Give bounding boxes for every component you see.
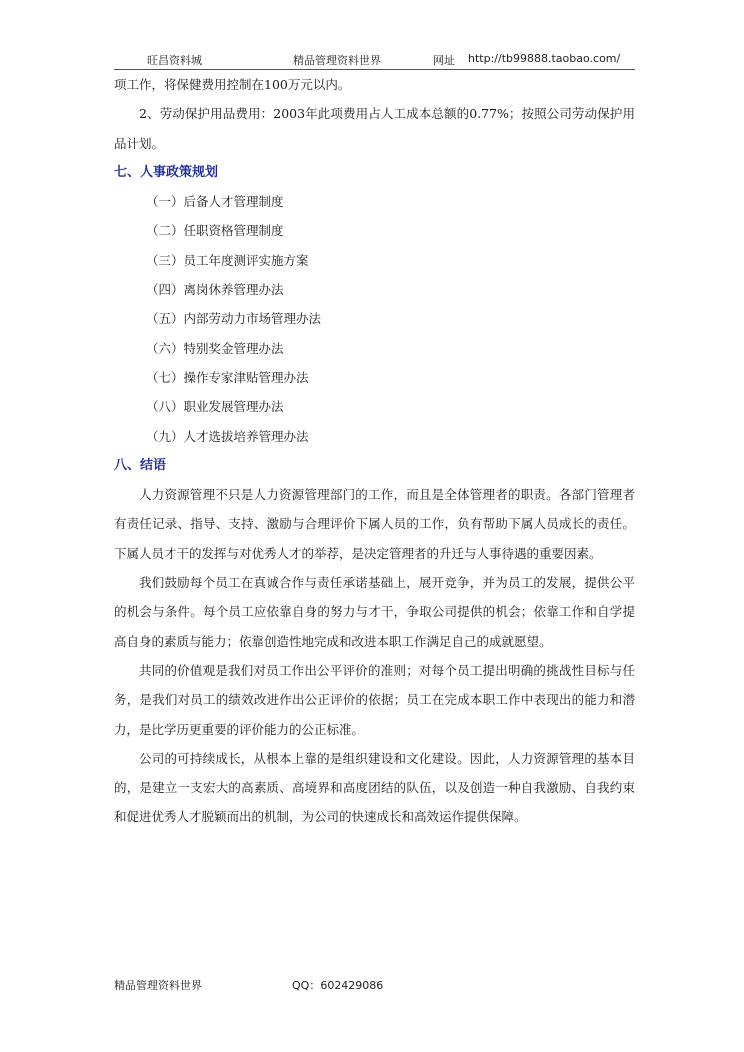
footer-qq: QQ：602429086 xyxy=(292,979,384,992)
policy-item: （九）人才选拔培养管理办法 xyxy=(146,428,309,444)
policy-item: （二）任职资格管理制度 xyxy=(146,223,284,239)
policy-item: （六）特别奖金管理办法 xyxy=(146,340,284,356)
policy-item: （三）员工年度测评实施方案 xyxy=(146,252,309,268)
header-shop-name: 旺昌资料城 xyxy=(147,54,202,67)
policy-item: （一）后备人才管理制度 xyxy=(146,194,284,210)
labor-protection-paragraph: 2、劳动保护用品费用：2003年此项费用占人工成本总额的0.77%；按照公司劳动保护用品计划。 xyxy=(114,106,635,151)
section-8-heading: 八、结语 xyxy=(114,457,167,473)
conclusion-paragraph: 公司的可持续成长，从根本上靠的是组织建设和文化建设。因此，人力资源管理的基本目的，是建立一支宏大的高素质、高境界和高度团结的队伍，以及创造一种自我激励、自我约束和促进优秀人才脱颖而出的机制，为公司的快速成长和高效运作提供保障。 xyxy=(114,750,635,825)
policy-item: （八）职业发展管理办法 xyxy=(146,399,284,415)
policy-item: （七）操作专家津贴管理办法 xyxy=(146,369,309,385)
section-7-heading: 七、人事政策规划 xyxy=(114,164,219,180)
document-body xyxy=(114,70,635,832)
policy-item: （四）离岗休养管理办法 xyxy=(146,282,284,298)
page-header xyxy=(114,52,635,68)
page-footer xyxy=(114,977,635,993)
footer-site-name: 精品管理资料世界 xyxy=(114,979,202,992)
header-url-label: 网址 xyxy=(433,54,455,67)
header-site-name: 精品管理资料世界 xyxy=(293,54,381,67)
conclusion-paragraph: 我们鼓励每个员工在真诚合作与责任承诺基础上，展开竞争，并为员工的发展，提供公平的机会与条件。每个员工应依靠自身的努力与才干，争取公司提供的机会；依靠工作和自学提高自身的素质与能力；依靠创造性地完成和改进本职工作满足自己的成就愿望。 xyxy=(114,575,635,649)
policy-list xyxy=(114,187,635,451)
continuation-paragraph: 项工作，将保健费用控制在100万元以内。 xyxy=(114,77,351,92)
policy-item: （五）内部劳动力市场管理办法 xyxy=(146,311,322,327)
header-url-link[interactable]: http://tb99888.taobao.com/ xyxy=(468,52,621,65)
conclusion-paragraph: 共同的价值观是我们对员工作出公平评价的准则；对每个员工提出明确的挑战性目标与任务，是我们对员工的绩效改进作出公正评价的依据；员工在完成本职工作中表现出的能力和潜力，是比学历更重要的评价能力的公正标准。 xyxy=(114,662,635,737)
conclusion-paragraph: 人力资源管理不只是人力资源管理部门的工作，而且是全体管理者的职责。各部门管理者有责任记录、指导、支持、激励与合理评价下属人员的工作，负有帮助下属人员成长的责任。下属人员才干的发挥与对优秀人才的举荐，是决定管理者的升迁与人事待遇的重要因素。 xyxy=(114,487,635,561)
